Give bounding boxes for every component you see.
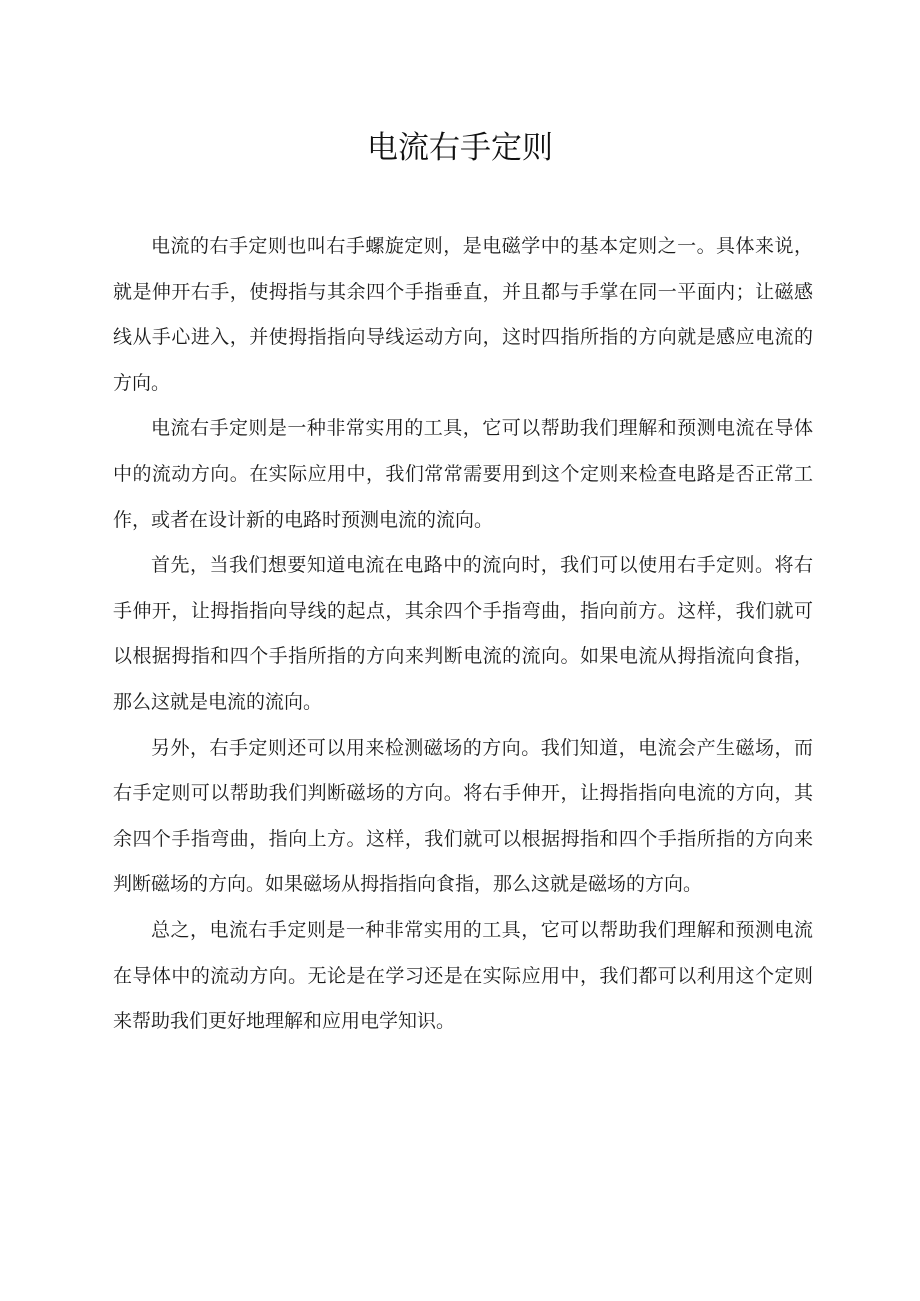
paragraph-1: 电流的右手定则也叫右手螺旋定则，是电磁学中的基本定则之一。具体来说，就是伸开右手，使拇指与其余四个手指垂直，并且都与手掌在同一平面内；让磁感线从手心进入，并使拇指指向导线运动方向，这时四指所指的方向就是感应电流的方向。 <box>113 235 813 394</box>
paragraph-5: 总之，电流右手定则是一种非常实用的工具，它可以帮助我们理解和预测电流在导体中的流动方向。无论是在学习还是在实际应用中，我们都可以利用这个定则来帮助我们更好地理解和应用电学知识。 <box>113 918 813 1033</box>
paragraph-2: 电流右手定则是一种非常实用的工具，它可以帮助我们理解和预测电流在导体中的流动方向。在实际应用中，我们常常需要用到这个定则来检查电路是否正常工作，或者在设计新的电路时预测电流的流向。 <box>113 417 813 531</box>
document-body <box>113 224 813 1045</box>
paragraph-3: 首先，当我们想要知道电流在电路中的流向时，我们可以使用右手定则。将右手伸开，让拇指指向导线的起点，其余四个手指弯曲，指向前方。这样，我们就可以根据拇指和四个手指所指的方向来判断电流的流向。如果电流从拇指流向食指，那么这就是电流的流向。 <box>113 554 813 713</box>
paragraph-4: 另外，右手定则还可以用来检测磁场的方向。我们知道，电流会产生磁场，而右手定则可以帮助我们判断磁场的方向。将右手伸开，让拇指指向电流的方向，其余四个手指弯曲，指向上方。这样，我们就可以根据拇指和四个手指所指的方向来判断磁场的方向。如果磁场从拇指指向食指，那么这就是磁场的方向。 <box>113 736 813 896</box>
page-title: 电流右手定则 <box>367 130 553 166</box>
